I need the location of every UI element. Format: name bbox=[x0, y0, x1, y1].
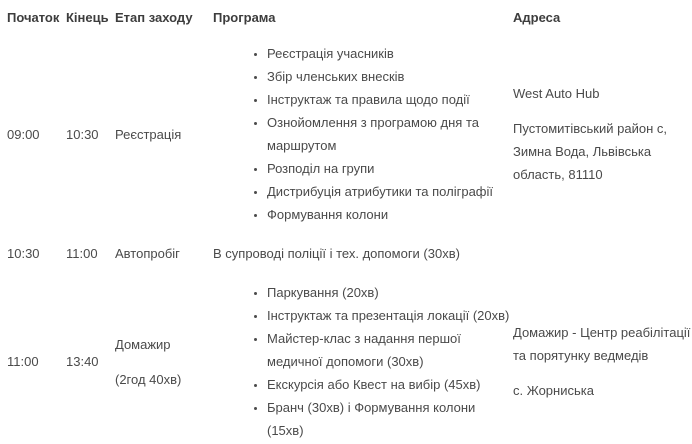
schedule-table bbox=[7, 8, 692, 444]
end-time-cell bbox=[66, 234, 115, 273]
program-item: • Формування колони bbox=[267, 203, 513, 226]
stage-line: Автопробіг bbox=[115, 246, 180, 261]
program-item: • Бранч (30хв) і Формування колони (15хв) bbox=[267, 396, 513, 442]
program-item: • Ознойомлення з програмою дня та маршрутом bbox=[267, 111, 513, 157]
program-item: • Екскурсія або Квест на вибір (45хв) bbox=[267, 373, 513, 396]
address-line: West Auto Hub bbox=[513, 86, 600, 101]
column-header-stage bbox=[115, 8, 213, 34]
start-time-cell bbox=[7, 34, 66, 234]
end-time-cell bbox=[66, 34, 115, 234]
column-header-label: Програма bbox=[213, 10, 276, 25]
column-header-program bbox=[213, 8, 513, 34]
column-header-label: Початок bbox=[7, 10, 60, 25]
program-list bbox=[213, 281, 513, 442]
start-time-cell bbox=[7, 273, 66, 444]
start-time-cell bbox=[7, 234, 66, 273]
start-time: 09:00 bbox=[7, 126, 40, 142]
address-line: Пустомитівський район с, Зимна Вода, Львівська область, 81110 bbox=[513, 121, 667, 182]
program-item: • Паркування (20хв) bbox=[267, 281, 513, 304]
program-cell bbox=[213, 273, 513, 444]
start-time: 10:30 bbox=[7, 246, 40, 261]
column-header-end bbox=[66, 8, 115, 34]
program-item: • Дистрибуція атрибутики та поліграфії bbox=[267, 180, 513, 203]
stage-cell bbox=[115, 34, 213, 234]
stage-line: Домажир bbox=[115, 336, 171, 352]
program-item: • Збір членських внесків bbox=[267, 65, 513, 88]
stage-cell bbox=[115, 273, 213, 444]
start-time: 11:00 bbox=[7, 354, 39, 369]
program-item: • Майстер-клас з надання першої медичної допомоги (30хв) bbox=[267, 327, 513, 373]
column-header-label: Адреса bbox=[513, 10, 561, 25]
end-time-cell bbox=[66, 273, 115, 444]
column-header-label: Кінець bbox=[66, 10, 109, 25]
program-item: • Розподіл на групи bbox=[267, 157, 513, 180]
address-cell bbox=[513, 234, 692, 273]
stage-line: Реєстрація bbox=[115, 126, 182, 142]
column-header-address bbox=[513, 8, 692, 34]
stage-line: (2год 40хв) bbox=[115, 371, 182, 387]
end-time: 13:40 bbox=[66, 354, 99, 369]
address-line: с. Жорниська bbox=[513, 383, 594, 398]
program-text: В супроводі поліції і тех. допомоги (30хв) bbox=[213, 246, 460, 261]
program-item: • Реєстрація учасників bbox=[267, 42, 513, 65]
end-time: 11:00 bbox=[66, 246, 98, 261]
program-item: • Інструктаж та презентація локації (20хв) bbox=[267, 304, 513, 327]
program-cell bbox=[213, 234, 513, 273]
address-cell bbox=[513, 273, 692, 444]
stage-cell bbox=[115, 234, 213, 273]
column-header-label: Етап заходу bbox=[115, 10, 193, 25]
column-header-start bbox=[7, 8, 66, 34]
address-cell bbox=[513, 34, 692, 234]
program-item: • Інструктаж та правила щодо події bbox=[267, 88, 513, 111]
address-line: Домажир - Центр реабілітації та порятунку ведмедів bbox=[513, 325, 691, 363]
program-cell bbox=[213, 34, 513, 234]
program-list bbox=[213, 42, 513, 226]
end-time: 10:30 bbox=[66, 126, 99, 142]
